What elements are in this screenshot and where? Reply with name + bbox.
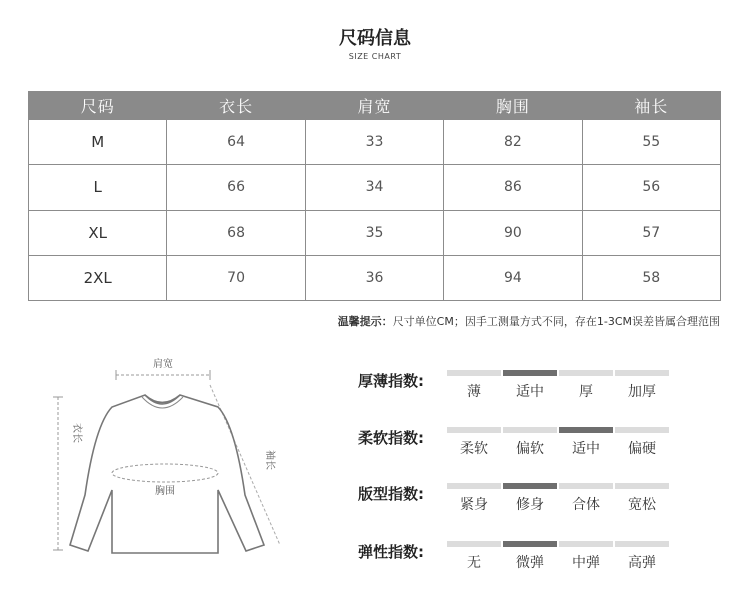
index-option-label: 薄: [467, 384, 481, 400]
table-cell: 58: [582, 255, 720, 300]
index-option-selected: [503, 483, 557, 523]
table-cell: XL: [29, 210, 167, 255]
index-bar: [615, 541, 669, 547]
table-row: [29, 210, 721, 255]
table-row: [29, 165, 721, 210]
table-row: [29, 255, 721, 300]
index-option-label: 宽松: [628, 497, 656, 513]
column-header: 袖长: [582, 92, 720, 120]
page-title: 尺码信息: [339, 28, 411, 49]
index-label: 版型指数:: [358, 485, 424, 503]
index-option-label: 微弹: [516, 555, 544, 571]
table-cell: 68: [167, 210, 305, 255]
table-cell: M: [29, 120, 167, 165]
index-bar: [503, 541, 557, 547]
index-bar: [559, 483, 613, 489]
index-option-label: 适中: [516, 384, 544, 400]
index-option-label: 柔软: [460, 441, 488, 457]
garment-measurement-diagram: [50, 355, 290, 570]
index-option-label: 修身: [516, 497, 544, 513]
index-option-selected: [503, 541, 557, 581]
table-cell: 70: [167, 255, 305, 300]
index-bar: [615, 483, 669, 489]
table-cell: 35: [305, 210, 443, 255]
index-bar: [559, 541, 613, 547]
index-bar: [447, 483, 501, 489]
shoulder-label: 肩宽: [153, 359, 173, 370]
table-row: [29, 120, 721, 165]
index-option: [615, 370, 669, 410]
index-bar: [615, 427, 669, 433]
index-option-label: 中弹: [572, 555, 600, 571]
index-bar: [615, 370, 669, 376]
chest-label: 胸围: [155, 486, 175, 497]
index-bar: [447, 370, 501, 376]
table-cell: 94: [444, 255, 582, 300]
index-bar: [503, 483, 557, 489]
index-option-label: 偏软: [516, 441, 544, 457]
note-text: 尺寸单位CM；因手工测量方式不同，存在1-3CM误差皆属合理范围: [392, 315, 720, 328]
table-cell: 86: [444, 165, 582, 210]
index-option-label: 合体: [572, 497, 600, 513]
index-option: [615, 541, 669, 581]
index-bar: [503, 427, 557, 433]
index-option: [447, 370, 501, 410]
table-cell: 55: [582, 120, 720, 165]
index-label: 柔软指数:: [358, 429, 424, 447]
column-header: 肩宽: [305, 92, 443, 120]
index-option-label: 加厚: [628, 384, 656, 400]
index-bar: [447, 541, 501, 547]
size-chart-table: [28, 91, 721, 301]
table-cell: 2XL: [29, 255, 167, 300]
index-option-label: 厚: [579, 384, 593, 400]
table-cell: 82: [444, 120, 582, 165]
index-option: [615, 483, 669, 523]
table-cell: 66: [167, 165, 305, 210]
table-cell: 36: [305, 255, 443, 300]
column-header: 胸围: [444, 92, 582, 120]
index-option-label: 偏硬: [628, 441, 656, 457]
table-cell: 34: [305, 165, 443, 210]
index-label: 厚薄指数:: [358, 372, 424, 390]
index-bar: [559, 370, 613, 376]
table-header-row: [29, 92, 721, 120]
sleeve-label: 袖长: [264, 450, 275, 470]
column-header: 衣长: [167, 92, 305, 120]
table-cell: 64: [167, 120, 305, 165]
index-option-selected: [559, 427, 613, 467]
index-bar: [503, 370, 557, 376]
index-bar: [447, 427, 501, 433]
index-option: [559, 370, 613, 410]
index-option-label: 无: [467, 555, 481, 571]
table-cell: L: [29, 165, 167, 210]
index-bar: [559, 427, 613, 433]
measurement-note: [338, 313, 720, 329]
table-cell: 57: [582, 210, 720, 255]
index-option-label: 高弹: [628, 555, 656, 571]
table-cell: 33: [305, 120, 443, 165]
table-cell: 90: [444, 210, 582, 255]
index-option-selected: [503, 370, 557, 410]
table-cell: 56: [582, 165, 720, 210]
note-label: 温馨提示：: [337, 315, 393, 328]
index-option: [447, 427, 501, 467]
index-option-label: 紧身: [460, 497, 488, 513]
index-option: [503, 427, 557, 467]
index-option: [615, 427, 669, 467]
index-option: [559, 483, 613, 523]
length-label: 衣长: [71, 423, 82, 443]
index-option: [447, 541, 501, 581]
page-subtitle: SIZE CHART: [348, 52, 402, 61]
index-option-label: 适中: [572, 441, 600, 457]
index-option: [559, 541, 613, 581]
index-option: [447, 483, 501, 523]
index-label: 弹性指数:: [358, 543, 424, 561]
column-header: 尺码: [29, 92, 167, 120]
